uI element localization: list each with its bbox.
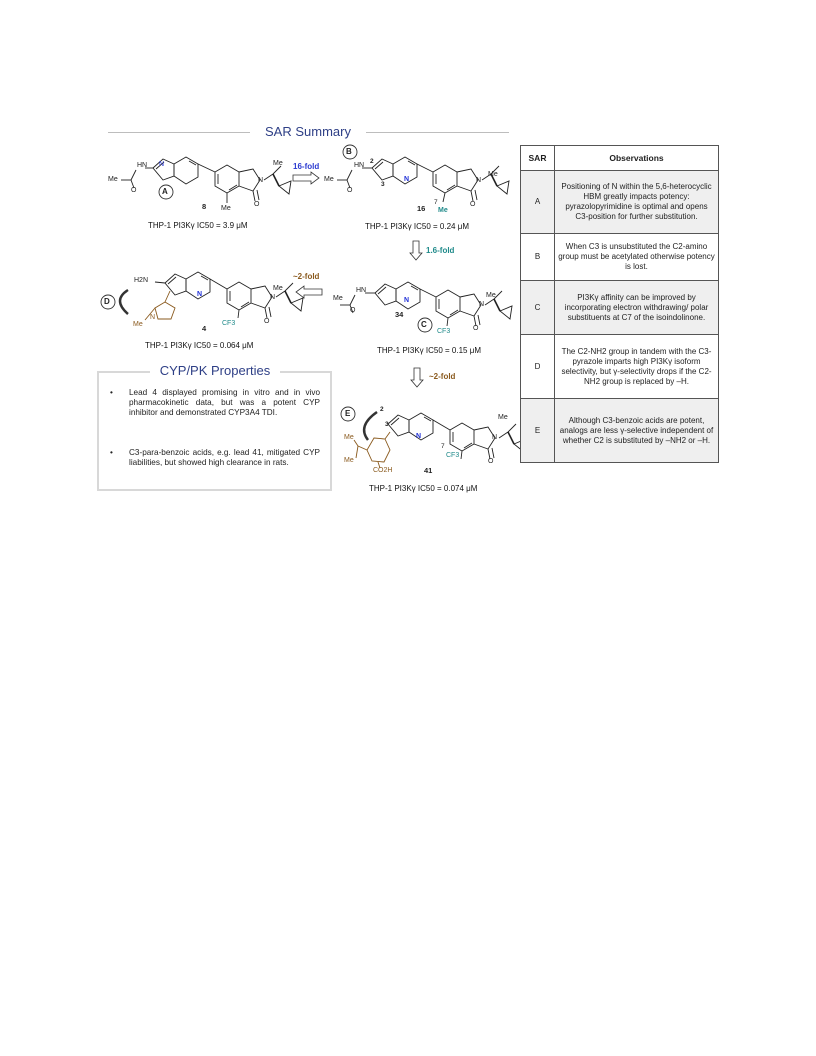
sar-marker-c-label: C [421,320,427,329]
c16-ic50: THP-1 PI3Kγ IC50 = 0.24 μM [365,222,469,231]
c41-ic50: THP-1 PI3Kγ IC50 = 0.074 μM [369,484,478,493]
c34-cf3: CF3 [437,328,451,335]
c8-me-isoindolinone: Me [221,205,231,212]
table-cell-sar: D [521,335,555,399]
c41-pos3: 3 [385,421,389,428]
cyp-bullet-2 [110,448,320,468]
c8-o-acetyl: O [131,187,137,194]
c8-n-ring: N [159,161,165,168]
table-cell-observation: When C3 is unsubstituted the C2-amino group must be acetylated otherwise potency is lost. [555,234,719,281]
c4-n-pyrazole: N [150,314,156,321]
arrow-34-to-4 [296,286,322,298]
sar-marker-b-label: B [346,147,352,156]
c16-pos7: 7 [434,199,438,206]
cyp-bullet-1 [110,388,320,419]
c16-o-lactam: O [470,201,476,208]
table-row [521,399,719,463]
c4-me-chiral: Me [273,285,283,292]
table-header-sar: SAR [521,146,555,171]
c41-n-ring: N [416,433,422,440]
c34-n-ring: N [404,297,410,304]
c4-n-lactam: N [270,294,276,301]
c4-me-pyrazole: Me [133,321,143,328]
sar-marker-d-label: D [104,297,110,306]
table-cell-sar: E [521,399,555,463]
fold-8-to-16: 16-fold [293,162,320,171]
sar-summary-title: SAR Summary [265,124,351,139]
table-row [521,281,719,335]
c16-n-lactam: N [476,177,482,184]
fold-34-to-41: ~2-fold [429,372,456,381]
sar-observations-table [520,145,719,463]
cyp-bullet-1-text: Lead 4 displayed promising in vitro and in vivo pharmacokinetic data, but was a potent CYP inhibitor and demonstrated CYP3A4 TDI. [129,388,320,418]
c41-cf3: CF3 [446,452,460,459]
c41-me-chiral: Me [498,414,508,421]
table-cell-observation: Positioning of N within the 5,6-heterocyclic HBM greatly impacts potency: pyrazolopyrimidine is optimal and opens C3-position for further substitution. [555,171,719,234]
table-cell-sar: C [521,281,555,335]
c41-number: 41 [424,466,433,475]
c41-pos7: 7 [441,443,445,450]
arrow-34-to-41 [411,368,423,387]
c41-n-lactam: N [492,434,498,441]
c8-o-lactam: O [254,201,260,208]
arrow-16-to-34 [410,241,422,260]
cyp-bullet-2-text: C3-para-benzoic acids, e.g. lead 41, mitigated CYP liabilities, but showed high clearance in rats. [129,448,320,468]
c8-me-chiral: Me [273,160,283,167]
c41-co2h: CO2H [373,467,393,474]
table-cell-observation: PI3Kγ affinity can be improved by incorporating electron withdrawing/ polar substituents at C7 of the isoindolinone. [555,281,719,335]
table-cell-observation: Although C3-benzoic acids are potent, analogs are less γ-selective independent of whether C2 is substituted by –NH2 or –H. [555,399,719,463]
c41-pos2: 2 [380,406,384,413]
c4-o-lactam: O [264,318,270,325]
c34-o-lactam: O [473,325,479,332]
c34-me-acetyl: Me [333,295,343,302]
c34-hn: HN [356,287,367,294]
cyp-pk-title: CYP/PK Properties [150,363,280,378]
c16-me-chiral: Me [488,171,498,178]
table-row [521,234,719,281]
c8-ic50: THP-1 PI3Kγ IC50 = 3.9 μM [148,221,248,230]
c34-ic50: THP-1 PI3Kγ IC50 = 0.15 μM [377,346,481,355]
table-row [521,335,719,399]
c34-n-lactam: N [479,301,485,308]
c4-h2n: H2N [134,277,149,284]
c16-o-acetyl: O [347,187,353,194]
c8-n-lactam: N [258,177,264,184]
table-cell-observation: The C2-NH2 group in tandem with the C3-pyrazole imparts high PI3Kγ isoform selectivity, but γ-selectivity drops if the C2-NH2 group is replaced by –H. [555,335,719,399]
c34-o-acetyl: O [350,307,356,314]
c16-hn: HN [354,162,365,169]
c34-number: 34 [395,310,404,319]
table-row [521,171,719,234]
table-header-observations: Observations [555,146,719,171]
bullet-dot: • [110,388,113,397]
table-cell-sar: B [521,234,555,281]
c34-me-chiral: Me [486,292,496,299]
c16-pos3: 3 [381,181,385,188]
sar-marker-e-label: E [345,409,351,418]
fold-34-to-4: ~2-fold [293,272,320,281]
table-cell-sar: A [521,171,555,234]
fold-16-to-34: 1.6-fold [426,246,455,255]
c4-number: 4 [202,324,207,333]
c4-n-ring: N [197,291,203,298]
c8-me-acetyl: Me [108,176,118,183]
c41-me-2: Me [344,457,354,464]
c4-ic50: THP-1 PI3Kγ IC50 = 0.064 μM [145,341,254,350]
c16-me-teal: Me [438,207,448,214]
c8-number: 8 [202,202,207,211]
arrow-8-to-16 [293,172,319,184]
c16-me-acetyl: Me [324,176,334,183]
c16-pos2: 2 [370,158,374,165]
bullet-dot: • [110,448,113,457]
c8-hn: HN [137,162,148,169]
c4-cf3: CF3 [222,320,236,327]
sar-marker-a-label: A [162,187,168,196]
c41-o-lactam: O [488,458,494,465]
c16-number: 16 [417,204,426,213]
c16-n-ring: N [404,176,410,183]
c41-me-1: Me [344,434,354,441]
